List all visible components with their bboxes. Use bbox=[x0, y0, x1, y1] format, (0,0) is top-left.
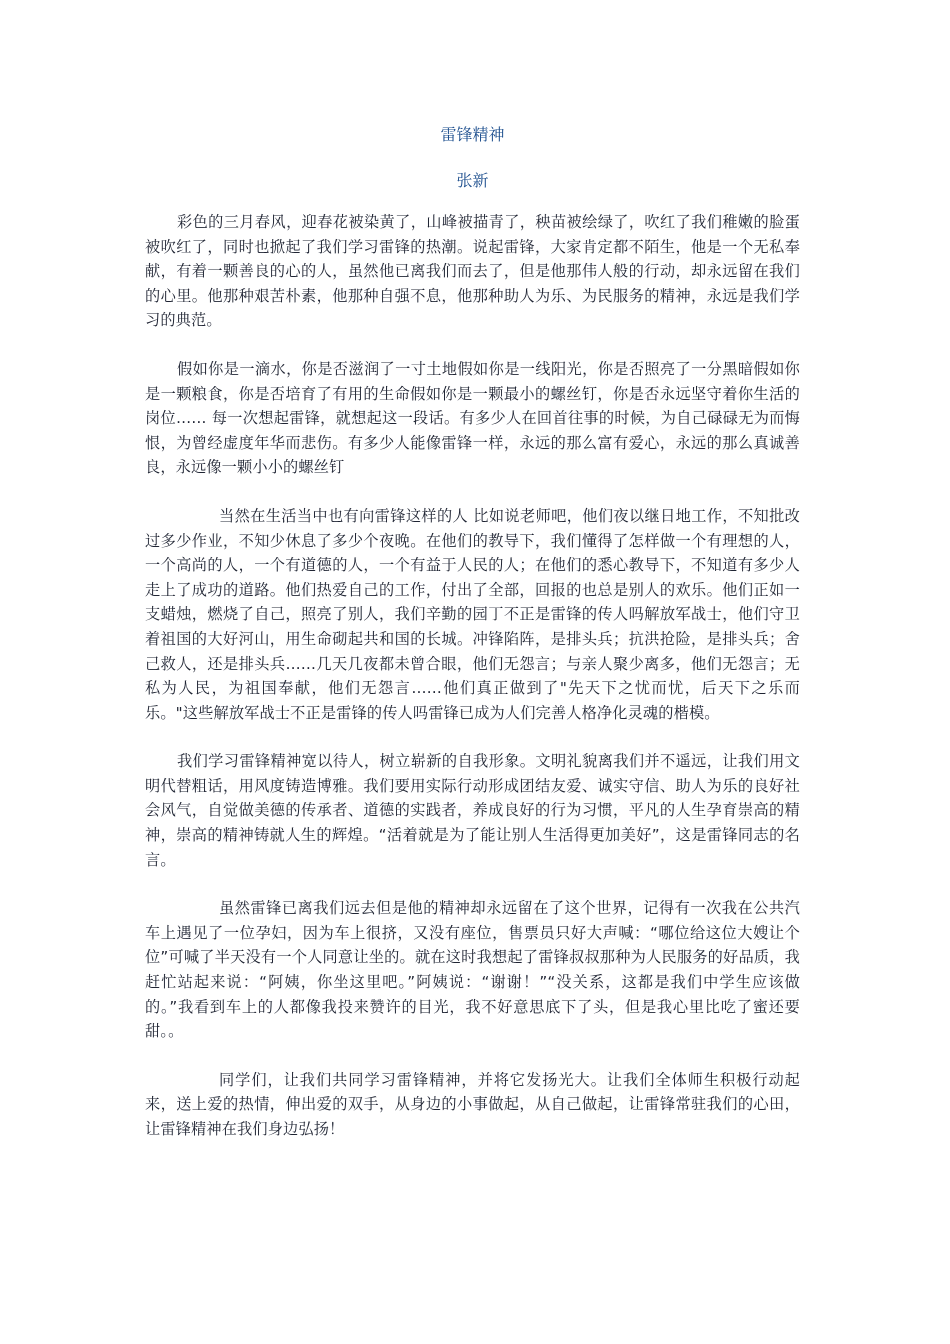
paragraph-6: 同学们，让我们共同学习雷锋精神，并将它发扬光大。让我们全体师生积极行动起来，送上爱的热情，伸出爱的双手，从身边的小事做起，从自己做起，让雷锋常驻我们的心田，让雷锋精神在我们身边弘扬！ bbox=[145, 1070, 800, 1138]
paragraph-2: 假如你是一滴水，你是否滋润了一寸土地假如你是一线阳光，你是否照亮了一分黑暗假如你是一颗粮食，你是否培育了有用的生命假如你是一颗最小的螺丝钉，你是否永远坚守着你生活的岗位…… 每一次想起雷锋，就想起这一段话。有多少人在回首往事的时候，为自己碌碌无为而悔恨，为曾经虚度年华而悲伤。有多少人能像雷锋一样，永远的那么富有爱心，永远的那么真诚善良，永远像一颗小小的螺丝钉 bbox=[145, 359, 800, 477]
paragraph-3: 当然在生活当中也有向雷锋这样的人 比如说老师吧，他们夜以继日地工作，不知批改过多少作业，不知少休息了多少个夜晚。在他们的教导下，我们懂得了怎样做一个有理想的人，一个高尚的人，一个有道德的人，一个有益于人民的人；在他们的悉心教导下，不知道有多少人走上了成功的道路。他们热爱自己的工作，付出了全部，回报的也总是别人的欢乐。他们正如一支蜡烛，燃烧了自己，照亮了别人，我们辛勤的园丁不正是雷锋的传人吗解放军战士，他们守卫着祖国的大好河山，用生命砌起共和国的长城。冲锋陷阵，是排头兵；抗洪抢险，是排头兵；舍己救人，还是排头兵……几天几夜都未曾合眼，他们无怨言；与亲人聚少离多，他们无怨言；无私为人民，为祖国奉献，他们无怨言……他们真正做到了"先天下之忧而忧，后天下之乐而乐。"这些解放军战士不正是雷锋的传人吗雷锋已成为人们完善人格净化灵魂的楷模。 bbox=[145, 506, 800, 722]
paragraph-4: 我们学习雷锋精神宽以待人，树立崭新的自我形象。文明礼貌离我们并不遥远，让我们用文明代替粗话，用风度铸造博雅。我们要用实际行动形成团结友爱、诚实守信、助人为乐的良好社会风气，自觉做美德的传承者、道德的实践者，养成良好的行为习惯，平凡的人生孕育崇高的精神，崇高的精神铸就人生的辉煌。“活着就是为了能让别人生活得更加美好”，这是雷锋同志的名言。 bbox=[145, 752, 800, 869]
paragraph-1: 彩色的三月春风，迎春花被染黄了，山峰被描青了，秧苗被绘绿了，吹红了我们稚嫩的脸蛋被吹红了，同时也掀起了我们学习雷锋的热潮。说起雷锋，大家肯定都不陌生，他是一个无私奉献，有着一颗善良的心的人，虽然他已离我们而去了，但是他那伟人般的行动，却永远留在我们的心里。他那种艰苦朴素，他那种自强不息，他那种助人为乐、为民服务的精神，永远是我们学习的典范。 bbox=[145, 213, 800, 330]
document-title: 雷锋精神 bbox=[440, 125, 505, 144]
document-page bbox=[145, 122, 800, 1142]
document-author: 张新 bbox=[456, 171, 489, 190]
paragraph-5: 虽然雷锋已离我们远去但是他的精神却永远留在了这个世界，记得有一次我在公共汽车上遇见了一位孕妇，因为车上很挤，又没有座位，售票员只好大声喊：“哪位给这位大嫂让个位”可喊了半天没有一个人同意让坐的。就在这时我想起了雷锋叔叔那种为人民服务的好品质，我赶忙站起来说：“阿姨，你坐这里吧。”阿姨说：“谢谢！”“没关系，这都是我们中学生应该做的。”我看到车上的人都像我投来赞许的目光，我不好意思底下了头，但是我心里比吃了蜜还要甜。。 bbox=[145, 899, 800, 1041]
